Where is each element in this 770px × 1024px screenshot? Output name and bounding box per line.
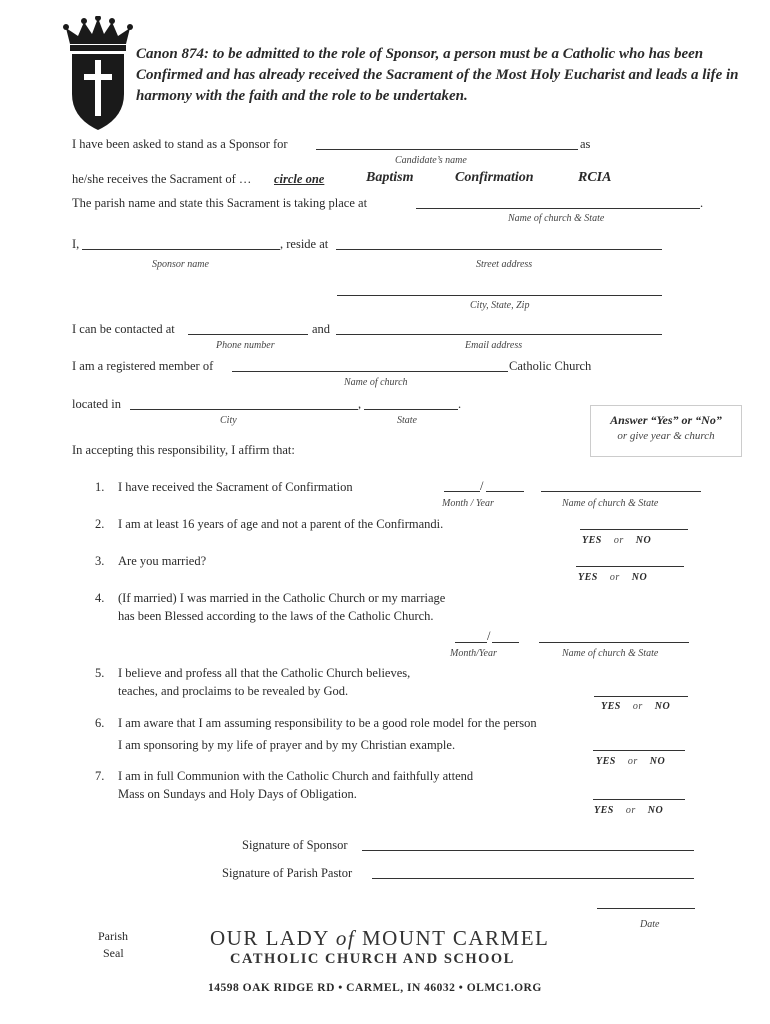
located-comma: ,	[358, 397, 362, 411]
parish-name	[210, 926, 549, 951]
parish-subtitle: CATHOLIC CHURCH AND SCHOOL	[230, 951, 515, 967]
sponsor-name-caption: Sponsor name	[152, 259, 209, 270]
item-1-year-field[interactable]	[486, 491, 524, 492]
no-label: NO	[631, 572, 648, 583]
parish-seal-label-line2: Seal	[103, 946, 124, 960]
church-state-caption: Name of church & State	[562, 648, 659, 659]
answer-title: Answer “Yes” or “No”	[610, 413, 722, 427]
item-2-yes-no	[582, 535, 651, 546]
item-7-answer-field[interactable]	[593, 799, 685, 800]
date-field[interactable]	[597, 908, 695, 909]
item-7-text-line2: Mass on Sundays and Holy Days of Obligation.	[118, 787, 357, 801]
sponsor-signature-label: Signature of Sponsor	[242, 838, 348, 852]
item-3-yes-no	[578, 572, 647, 583]
located-period: .	[458, 397, 462, 411]
canon-874-text: Canon 874: to be admitted to the role of Sponsor, a person must be a Catholic who has been Confirmed and has already received the Sacrament of the Most Holy Eucharist and leads a life in harmony with the faith and the role to be undertaken.	[136, 46, 739, 104]
catholic-church-label: Catholic Church	[509, 359, 592, 373]
member-label: I am a registered member of	[72, 359, 214, 373]
item-2-answer-field[interactable]	[580, 529, 688, 530]
state-field[interactable]	[364, 409, 458, 410]
date-slash: /	[487, 629, 491, 643]
parish-name-part2: MOUNT CARMEL	[361, 926, 550, 950]
item-number: 6.	[95, 716, 105, 730]
sponsor-for-label: I have been asked to stand as a Sponsor for	[72, 137, 288, 151]
city-field[interactable]	[130, 409, 358, 410]
street-address-field[interactable]	[336, 249, 662, 250]
yes-label: YES	[594, 805, 614, 816]
item-6-text-line1: I am aware that I am assuming responsibility to be a good role model for the person	[118, 716, 537, 730]
item-4-text-line1: (If married) I was married in the Catholic Church or my marriage	[118, 591, 446, 605]
candidate-name-caption: Candidate’s name	[395, 155, 467, 166]
parish-name-part1: OUR LADY	[210, 926, 330, 950]
item-4-text-line2: has been Blessed according to the laws of the Catholic Church.	[118, 609, 434, 623]
sacrament-parish-field[interactable]	[416, 208, 700, 209]
item-3-answer-field[interactable]	[576, 566, 684, 567]
parish-label: The parish name and state this Sacrament is taking place at	[72, 196, 368, 210]
contact-label: I can be contacted at	[72, 322, 175, 336]
item-4-year-field[interactable]	[492, 642, 519, 643]
item-number: 3.	[95, 554, 105, 568]
church-state-caption: Name of church & State	[562, 498, 659, 509]
no-label: NO	[635, 535, 652, 546]
option-rcia[interactable]: RCIA	[578, 170, 612, 185]
item-4-church-field[interactable]	[539, 642, 689, 643]
located-in-label: located in	[72, 397, 121, 411]
no-label: NO	[654, 701, 671, 712]
sponsor-name-field[interactable]	[82, 249, 280, 250]
email-caption: Email address	[465, 340, 523, 351]
item-7-yes-no	[594, 805, 663, 816]
no-label: NO	[647, 805, 664, 816]
item-5-text-line1: I believe and profess all that the Catholic Church believes,	[118, 666, 411, 680]
as-label: as	[580, 137, 591, 151]
parish-name-of: of	[335, 926, 356, 950]
item-5-answer-field[interactable]	[594, 696, 688, 697]
yes-label: YES	[601, 701, 621, 712]
item-2-text: I am at least 16 years of age and not a parent of the Confirmandi.	[118, 517, 444, 531]
city-state-zip-field[interactable]	[337, 295, 662, 296]
item-7-text-line1: I am in full Communion with the Catholic Church and faithfully attend	[118, 769, 474, 783]
or-label: or	[609, 572, 620, 583]
yes-label: YES	[596, 756, 616, 767]
sacrament-label: he/she receives the Sacrament of …	[72, 172, 252, 186]
contact-and-label: and	[312, 322, 331, 336]
item-6-answer-field[interactable]	[593, 750, 685, 751]
item-number: 7.	[95, 769, 105, 783]
state-caption: State	[397, 415, 417, 426]
affirm-intro: In accepting this responsibility, I affirm that:	[72, 443, 295, 457]
church-name-caption: Name of church	[344, 377, 408, 388]
city-caption: City	[220, 415, 237, 426]
item-1-month-field[interactable]	[444, 491, 480, 492]
member-church-field[interactable]	[232, 371, 508, 372]
pastor-signature-label: Signature of Parish Pastor	[222, 866, 353, 880]
item-number: 4.	[95, 591, 105, 605]
or-label: or	[613, 535, 624, 546]
parish-period: .	[700, 196, 704, 210]
church-state-caption: Name of church & State	[508, 213, 605, 224]
month-year-caption: Month / Year	[442, 498, 494, 509]
item-6-yes-no	[596, 756, 665, 767]
pastor-signature-field[interactable]	[372, 878, 694, 879]
answer-subtitle: or give year & church	[617, 430, 715, 442]
item-number: 2.	[95, 517, 105, 531]
or-label: or	[627, 756, 638, 767]
parish-crest-icon	[62, 16, 134, 134]
month-year-caption: Month/Year	[450, 648, 497, 659]
street-address-caption: Street address	[476, 259, 533, 270]
option-baptism[interactable]: Baptism	[366, 170, 414, 185]
item-number: 5.	[95, 666, 105, 680]
yes-label: YES	[582, 535, 602, 546]
item-4-month-field[interactable]	[455, 642, 487, 643]
or-label: or	[632, 701, 643, 712]
answer-instructions-box	[590, 405, 742, 457]
candidate-name-field[interactable]	[316, 149, 578, 150]
parish-address: 14598 OAK RIDGE RD • CARMEL, IN 46032 • OLMC1.ORG	[208, 982, 542, 994]
sponsor-signature-field[interactable]	[362, 850, 694, 851]
circle-one-label: circle one	[274, 172, 325, 186]
city-state-zip-caption: City, State, Zip	[470, 300, 530, 311]
i-label: I,	[72, 237, 80, 251]
or-label: or	[625, 805, 636, 816]
item-number: 1.	[95, 480, 105, 494]
item-6-text-line2: I am sponsoring by my life of prayer and by my Christian example.	[118, 738, 456, 752]
phone-caption: Phone number	[216, 340, 275, 351]
item-1-text: I have received the Sacrament of Confirmation	[118, 480, 353, 494]
item-3-text: Are you married?	[118, 554, 207, 568]
date-slash: /	[480, 479, 484, 493]
reside-at-label: , reside at	[280, 237, 329, 251]
no-label: NO	[649, 756, 666, 767]
item-5-text-line2: teaches, and proclaims to be revealed by God.	[118, 684, 349, 698]
yes-label: YES	[578, 572, 598, 583]
phone-field[interactable]	[188, 334, 308, 335]
email-field[interactable]	[336, 334, 662, 335]
item-1-church-field[interactable]	[541, 491, 701, 492]
option-confirmation[interactable]: Confirmation	[455, 170, 534, 185]
parish-seal-label-line1: Parish	[98, 929, 128, 943]
date-caption: Date	[640, 919, 660, 930]
item-5-yes-no	[601, 701, 670, 712]
